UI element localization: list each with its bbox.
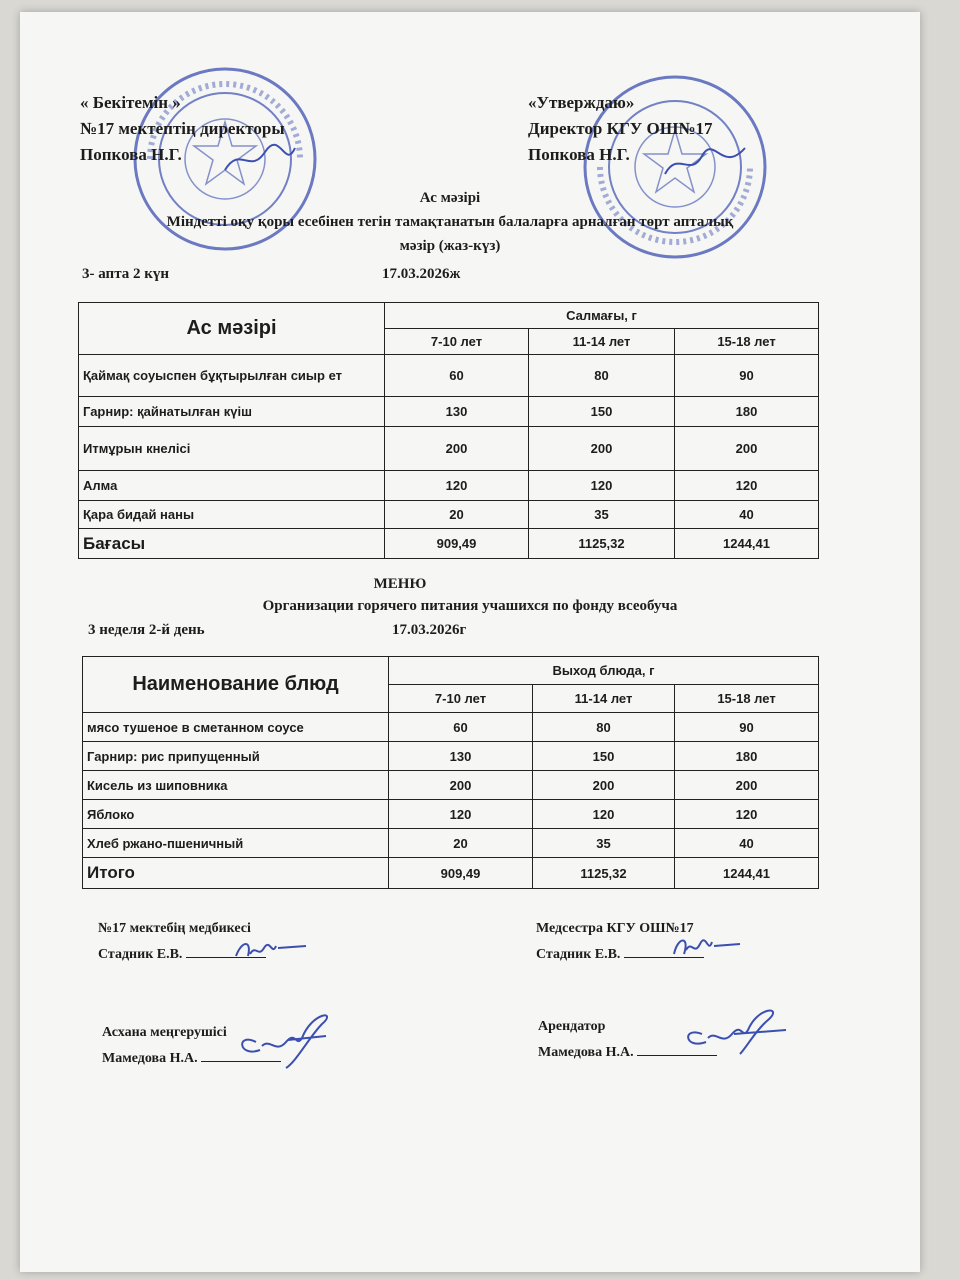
canteen-kz-name: Мамедова Н.А. <box>102 1046 281 1072</box>
weight-value: 130 <box>389 742 533 771</box>
weight-value: 120 <box>675 471 819 501</box>
weight-value: 200 <box>533 771 675 800</box>
weight-value: 200 <box>529 427 675 471</box>
approve-kz-line3: Попкова Н.Г. <box>80 145 182 164</box>
total-value: 1244,41 <box>675 529 819 559</box>
weight-value: 40 <box>675 501 819 529</box>
total-row <box>79 529 819 559</box>
ru-week-day: 3 неделя 2-й день <box>88 622 205 638</box>
weight-value: 130 <box>385 397 529 427</box>
table-row <box>79 427 819 471</box>
total-value: 1244,41 <box>675 858 819 889</box>
weight-value: 120 <box>385 471 529 501</box>
ru-menu-title: МЕНЮ <box>373 576 427 592</box>
tenant-ru-title: Арендатор <box>538 1019 606 1034</box>
total-value: 909,49 <box>389 858 533 889</box>
nurse-kz-name: Стадник Е.В. <box>98 942 266 968</box>
weight-value: 60 <box>385 355 529 397</box>
weight-value: 80 <box>533 713 675 742</box>
nurse-signature-kz <box>228 936 308 966</box>
total-label: Итого <box>83 858 389 889</box>
weight-value: 200 <box>675 771 819 800</box>
weight-value: 80 <box>529 355 675 397</box>
nurse-ru-name: Стадник Е.В. <box>536 942 704 968</box>
ru-table-head: Наименование блюд <box>83 657 389 713</box>
document-page <box>20 12 920 1272</box>
weight-value: 35 <box>533 829 675 858</box>
weight-value: 35 <box>529 501 675 529</box>
weight-value: 20 <box>389 829 533 858</box>
weight-value: 120 <box>529 471 675 501</box>
ru-col-15-18: 15-18 лет <box>675 685 819 713</box>
ru-table-group-head: Выход блюда, г <box>389 657 819 685</box>
weight-value: 120 <box>675 800 819 829</box>
total-value: 1125,32 <box>529 529 675 559</box>
dish-name: Қара бидай наны <box>79 501 385 529</box>
approve-ru-line3: Попкова Н.Г. <box>528 145 630 164</box>
kz-col-15-18: 15-18 лет <box>675 329 819 355</box>
dish-name: Яблоко <box>83 800 389 829</box>
weight-value: 180 <box>675 742 819 771</box>
nurse-kz-title: №17 мектебің медбикесі <box>98 921 251 936</box>
weight-value: 90 <box>675 355 819 397</box>
approve-ru-line1: «Утверждаю» <box>528 93 635 112</box>
kz-col-7-10: 7-10 лет <box>385 329 529 355</box>
weight-value: 20 <box>385 501 529 529</box>
weight-value: 40 <box>675 829 819 858</box>
nurse-signature-ru <box>662 930 742 964</box>
kz-menu-table <box>78 302 819 559</box>
dish-name: мясо тушеное в сметанном соусе <box>83 713 389 742</box>
weight-value: 120 <box>533 800 675 829</box>
dish-name: Итмұрын кнелісі <box>79 427 385 471</box>
table-row <box>83 829 819 858</box>
weight-value: 150 <box>533 742 675 771</box>
approve-kz-line1: « Бекітемін » <box>80 93 181 112</box>
kz-date: 17.03.2026ж <box>382 266 461 282</box>
table-row <box>83 771 819 800</box>
dish-name: Гарнир: қайнатылған күіш <box>79 397 385 427</box>
dish-name: Кисель из шиповника <box>83 771 389 800</box>
approve-ru-line2: Директор КГУ ОШ№17 <box>528 119 713 138</box>
weight-value: 200 <box>675 427 819 471</box>
ru-menu-table <box>82 656 819 889</box>
total-value: 1125,32 <box>533 858 675 889</box>
tenant-ru-name: Мамедова Н.А. <box>538 1040 717 1066</box>
table-row <box>83 742 819 771</box>
table-row <box>79 397 819 427</box>
approve-kz-line2: №17 мектептің директоры <box>80 119 285 138</box>
table-row <box>83 800 819 829</box>
director-signature-ru <box>660 142 750 182</box>
total-row <box>83 858 819 889</box>
weight-value: 120 <box>389 800 533 829</box>
weight-value: 60 <box>389 713 533 742</box>
ru-col-11-14: 11-14 лет <box>533 685 675 713</box>
ru-date: 17.03.2026г <box>392 622 467 638</box>
weight-value: 200 <box>389 771 533 800</box>
kz-menu-subtitle-2: мәзір (жаз-күз) <box>399 238 501 254</box>
ru-menu-subtitle: Организации горячего питания учашихся по фонду всеобуча <box>262 598 678 614</box>
weight-value: 180 <box>675 397 819 427</box>
table-row <box>79 471 819 501</box>
kz-menu-title: Ас мәзірі <box>419 190 481 206</box>
nurse-ru-title: Медсестра КГУ ОШ№17 <box>536 921 694 936</box>
dish-name: Қаймақ соуыспен бұқтырылған сиыр ет <box>79 355 385 397</box>
total-value: 909,49 <box>385 529 529 559</box>
total-label: Бағасы <box>79 529 385 559</box>
kz-col-11-14: 11-14 лет <box>529 329 675 355</box>
weight-value: 90 <box>675 713 819 742</box>
dish-name: Алма <box>79 471 385 501</box>
director-signature-kz <box>220 140 300 180</box>
table-row <box>79 355 819 397</box>
table-row <box>83 713 819 742</box>
dish-name: Хлеб ржано-пшеничный <box>83 829 389 858</box>
ru-col-7-10: 7-10 лет <box>389 685 533 713</box>
tenant-signature-ru <box>670 1000 790 1060</box>
table-row <box>79 501 819 529</box>
weight-value: 200 <box>385 427 529 471</box>
dish-name: Гарнир: рис припущенный <box>83 742 389 771</box>
weight-value: 150 <box>529 397 675 427</box>
kz-table-head: Ас мәзірі <box>79 303 385 355</box>
kz-table-group-head: Салмағы, г <box>385 303 819 329</box>
kz-menu-subtitle-1: Міндетті оқу қоры есебінен тегін тамақтанатын балаларға арналған төрт апталық <box>166 214 734 230</box>
kz-week-day: 3- апта 2 күн <box>82 266 170 282</box>
canteen-signature-kz <box>226 1002 346 1072</box>
canteen-kz-title: Асхана меңгерушісі <box>102 1025 227 1040</box>
